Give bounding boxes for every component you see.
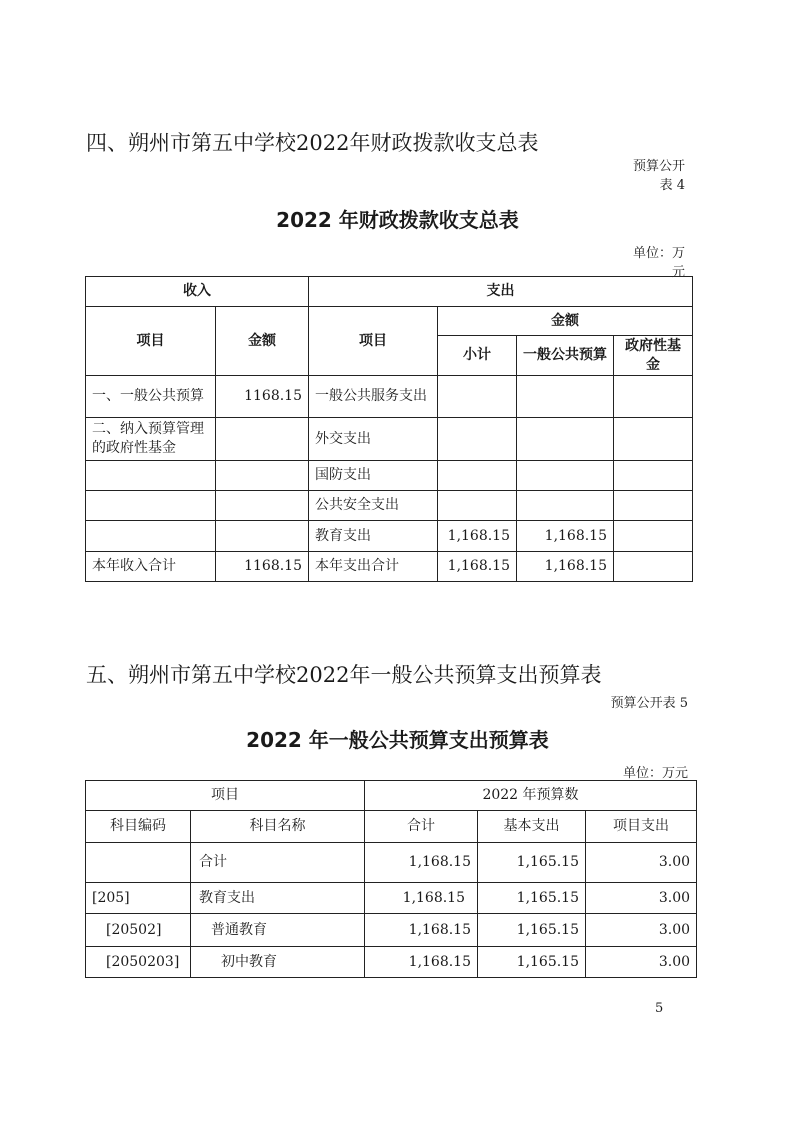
subject-name: 合计	[191, 843, 365, 883]
table-row	[86, 521, 693, 552]
expense-general	[517, 461, 614, 491]
subject-code: [20502]	[86, 914, 191, 947]
project-value: 3.00	[586, 914, 697, 947]
expense-fund	[614, 552, 693, 582]
total-value: 1,168.15	[365, 883, 478, 914]
table-row	[86, 376, 693, 418]
total-value: 1,168.15	[365, 843, 478, 883]
expense-general	[517, 491, 614, 521]
basic-value: 1,165.15	[478, 914, 586, 947]
section4-unit-line1: 单位：万	[632, 246, 685, 261]
income-item	[86, 491, 216, 521]
expense-item: 国防支出	[309, 461, 438, 491]
fiscal-summary-table	[85, 276, 693, 582]
subject-code	[86, 843, 191, 883]
expense-fund	[614, 376, 693, 418]
header-expense-amount: 金额	[438, 307, 693, 336]
basic-value: 1,165.15	[478, 843, 586, 883]
subject-name: 普通教育	[191, 914, 365, 947]
header-gov-fund: 政府性基金	[614, 336, 693, 376]
page-number: 5	[655, 1001, 664, 1016]
section4-tag	[633, 155, 685, 193]
header-subtotal: 小计	[438, 336, 517, 376]
income-item: 一、一般公共预算	[86, 376, 216, 418]
expense-subtotal	[438, 461, 517, 491]
total-value: 1,168.15	[365, 914, 478, 947]
expense-general: 1,168.15	[517, 552, 614, 582]
header-total: 合计	[365, 811, 478, 843]
header-code: 科目编码	[86, 811, 191, 843]
expense-fund	[614, 418, 693, 461]
expense-item: 一般公共服务支出	[309, 376, 438, 418]
expense-general	[517, 376, 614, 418]
subject-code: [2050203]	[86, 947, 191, 978]
table-row	[86, 947, 697, 978]
section5-heading: 五、朔州市第五中学校2022年一般公共预算支出预算表	[86, 663, 602, 687]
basic-value: 1,165.15	[478, 947, 586, 978]
section4-unit-line2: 元	[671, 265, 685, 280]
basic-value: 1,165.15	[478, 883, 586, 914]
expense-subtotal	[438, 418, 517, 461]
expense-fund	[614, 461, 693, 491]
expense-item: 教育支出	[309, 521, 438, 552]
table-row	[86, 552, 693, 582]
table-row	[86, 491, 693, 521]
income-amount	[216, 461, 309, 491]
income-item	[86, 521, 216, 552]
expense-general: 1,168.15	[517, 521, 614, 552]
expense-item: 外交支出	[309, 418, 438, 461]
total-value: 1,168.15	[365, 947, 478, 978]
income-item	[86, 461, 216, 491]
expense-subtotal: 1,168.15	[438, 552, 517, 582]
general-budget-expense-table	[85, 780, 697, 978]
subject-name: 教育支出	[191, 883, 365, 914]
income-item: 二、纳入预算管理的政府性基金	[86, 418, 216, 461]
section5-unit: 单位：万元	[622, 766, 688, 781]
header-expense: 支出	[309, 277, 693, 307]
table-row	[86, 914, 697, 947]
subject-code: [205]	[86, 883, 191, 914]
section4-tag-line2: 表 4	[659, 178, 685, 193]
section4-heading: 四、朔州市第五中学校2022年财政拨款收支总表	[86, 131, 539, 155]
income-amount	[216, 418, 309, 461]
table-row	[86, 883, 697, 914]
expense-subtotal: 1,168.15	[438, 521, 517, 552]
header-basic: 基本支出	[478, 811, 586, 843]
income-amount: 1168.15	[216, 552, 309, 582]
header-name: 科目名称	[191, 811, 365, 843]
header-income: 收入	[86, 277, 309, 307]
table-row	[86, 843, 697, 883]
section4-tag-line1: 预算公开	[632, 159, 685, 174]
section4-unit	[633, 242, 685, 280]
income-amount	[216, 491, 309, 521]
header-budget: 2022 年预算数	[365, 781, 697, 811]
header-project: 项目支出	[586, 811, 697, 843]
expense-subtotal	[438, 491, 517, 521]
header-income-item: 项目	[86, 307, 216, 376]
header-income-amount: 金额	[216, 307, 309, 376]
income-item: 本年收入合计	[86, 552, 216, 582]
section4-table-title: 2022 年财政拨款收支总表	[276, 208, 519, 232]
expense-subtotal	[438, 376, 517, 418]
income-amount: 1168.15	[216, 376, 309, 418]
project-value: 3.00	[586, 883, 697, 914]
subject-name: 初中教育	[191, 947, 365, 978]
expense-general	[517, 418, 614, 461]
expense-fund	[614, 491, 693, 521]
expense-fund	[614, 521, 693, 552]
section5-tag: 预算公开表 5	[610, 696, 688, 711]
header-expense-item: 项目	[309, 307, 438, 376]
header-general-budget: 一般公共预算	[517, 336, 614, 376]
income-amount	[216, 521, 309, 552]
expense-item: 公共安全支出	[309, 491, 438, 521]
section5-table-title: 2022 年一般公共预算支出预算表	[246, 728, 549, 752]
project-value: 3.00	[586, 947, 697, 978]
expense-item: 本年支出合计	[309, 552, 438, 582]
table-row	[86, 418, 693, 461]
project-value: 3.00	[586, 843, 697, 883]
header-item: 项目	[86, 781, 365, 811]
table-row	[86, 461, 693, 491]
